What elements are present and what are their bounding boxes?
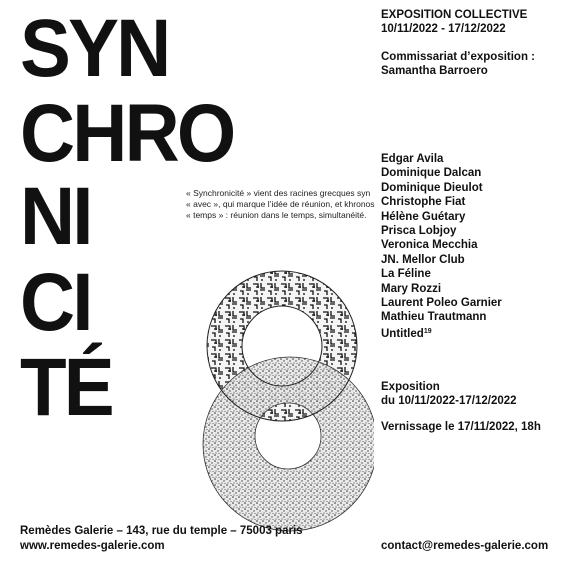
artist-name: Prisca Lobjoy [381, 225, 457, 238]
interlocking-rings-artwork [196, 268, 374, 536]
curator-label: Commissariat d’exposition : [381, 51, 536, 63]
curator-name: Samantha Barroero [381, 65, 488, 77]
exhibition-header [381, 8, 535, 78]
exposition-info [381, 380, 541, 434]
artist-name-untitled: Untitled$^{19}$ [381, 327, 432, 340]
title-line-5: TÉ [20, 342, 112, 433]
gallery-address: Remèdes Galerie – 143, rue du temple – 75003 paris [20, 525, 303, 537]
artist-list [381, 152, 502, 341]
artist-name: Dominique Dieulot [381, 181, 483, 194]
exposition-label: Exposition [381, 381, 440, 393]
title-line-2: CHRO [20, 88, 234, 179]
artist-name: Mathieu Trautmann [381, 311, 487, 324]
exposition-dates: du 10/11/2022-17/12/2022 [381, 395, 517, 407]
artist-name: JN. Mellor Club [381, 253, 465, 266]
description-line-1: « Synchronicité » vient des racines grecques syn [186, 188, 371, 198]
email-link[interactable]: contact@remedes-galerie.com [381, 540, 549, 552]
description-line-3: « temps » : réunion dans le temps, simultanéité. [186, 210, 367, 220]
exhibition-type: EXPOSITION COLLECTIVE [381, 9, 528, 21]
title-line-1: SYN [20, 3, 169, 94]
description [186, 188, 375, 221]
website-link[interactable]: www.remedes-galerie.com [20, 540, 165, 552]
artist-name: Edgar Avila [381, 153, 444, 165]
artist-name: Christophe Fiat [381, 196, 466, 209]
artist-name: Hélène Guétary [381, 210, 466, 223]
artist-name: Laurent Poleo Garnier [381, 297, 502, 310]
vernissage: Vernissage le 17/11/2022, 18h [381, 421, 541, 433]
artist-name: La Féline [381, 268, 431, 281]
title-line-3: NI [20, 171, 91, 262]
artist-name: Dominique Dalcan [381, 167, 482, 180]
exhibition-dates: 10/11/2022 - 17/12/2022 [381, 23, 506, 35]
description-line-2: « avec », qui marque l’idée de réunion, et khronos [186, 199, 375, 209]
title-line-4: CI [20, 257, 91, 348]
footer-left [20, 524, 303, 554]
artist-name: Mary Rozzi [381, 282, 442, 295]
artist-name: Veronica Mecchia [381, 239, 478, 252]
